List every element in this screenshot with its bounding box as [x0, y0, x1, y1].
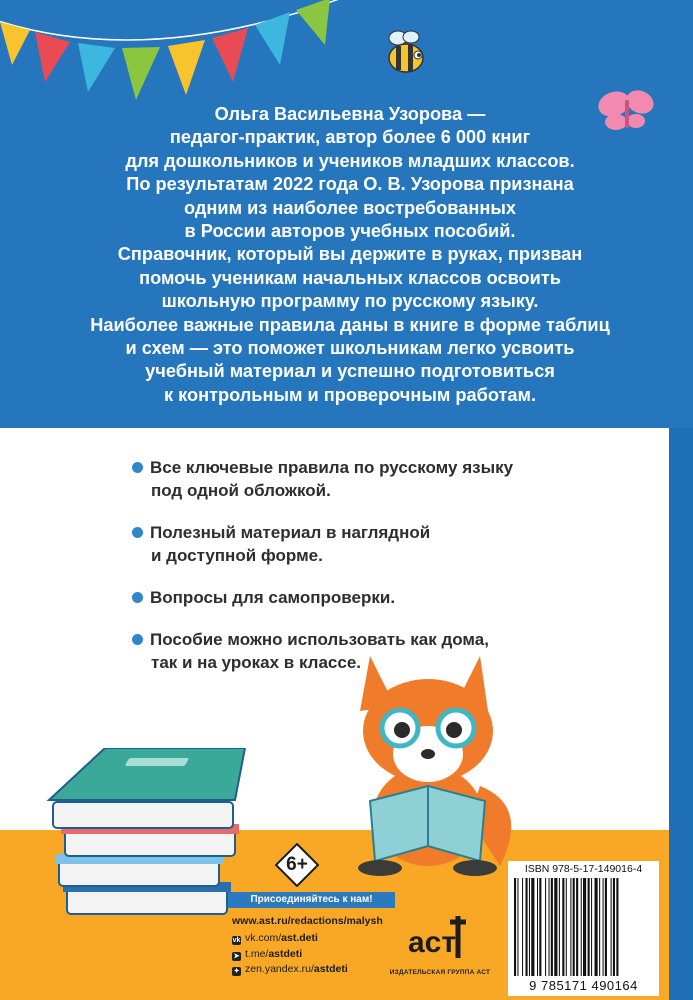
telegram-icon: ➤: [233, 952, 240, 960]
list-item: [132, 456, 632, 502]
about-line: помочь ученикам начальных классов освоить: [139, 267, 561, 288]
list-item: [132, 521, 632, 567]
barcode-bar: [595, 878, 598, 976]
about-line: в России авторов учебных пособий.: [184, 221, 516, 242]
about-line: и схем — это поможет школьникам легко усвоить: [125, 338, 575, 359]
isbn-label: ISBN 978-5-17-149016-4: [524, 863, 643, 875]
about-line: одним из наиболее востребованных: [184, 197, 516, 218]
about-line: По результатам 2022 года О. В. Узорова признана: [126, 174, 574, 195]
barcode-bar: [562, 878, 564, 976]
barcode-bar: [616, 878, 618, 976]
social-prefix: zen.yandex.ru/: [245, 963, 314, 975]
barcode-bar: [539, 878, 541, 976]
join-us-banner: Присоединяйтесь к нам!: [228, 892, 395, 908]
about-line: учебный материал и успешно подготовиться: [145, 361, 555, 382]
barcode-bar: [554, 878, 557, 976]
barcode-bar: [605, 878, 607, 976]
isbn-block: [508, 861, 659, 996]
social-handle: astdeti: [313, 963, 348, 975]
barcode-bar: [599, 878, 600, 976]
barcode-bar: [526, 878, 528, 976]
barcode-bar: [551, 878, 553, 976]
fox-reading-icon: [340, 636, 515, 876]
barcode-bar: [583, 878, 586, 976]
vk-icon: vk: [232, 937, 241, 944]
barcode-bar: [611, 878, 612, 976]
bullet-dot-icon: [132, 527, 143, 538]
barcode-bar: [514, 878, 516, 976]
barcode-bar: [517, 878, 518, 976]
books-stack-icon: [45, 748, 255, 918]
list-item-line: Полезный материал в наглядной: [150, 523, 431, 542]
social-link-zen: [232, 962, 348, 978]
author-description: [40, 103, 660, 407]
zen-icon: ✦: [233, 968, 240, 975]
about-line: педагог-практик, автор более 6 000 книг: [169, 127, 531, 148]
about-line: школьную программу по русскому языку.: [161, 291, 539, 312]
bee-icon: [378, 28, 436, 76]
list-item-line: под одной обложкой.: [151, 481, 331, 500]
garland-flags-icon: [0, 0, 693, 110]
age-rating-text: 6+: [286, 854, 308, 875]
social-handle: astdeti: [268, 947, 303, 960]
barcode-bar: [537, 878, 538, 976]
ast-logo-icon: [400, 908, 480, 968]
barcode-bar: [576, 878, 578, 976]
list-item-line: Все ключевые правила по русскому языку: [150, 458, 514, 477]
barcode-bar: [588, 878, 590, 976]
isbn-digits: 9 785171 490164: [529, 978, 638, 993]
barcode-bar: [549, 878, 550, 976]
barcode-icon: [512, 878, 655, 978]
barcode-bar: [591, 878, 592, 976]
barcode-bar: [531, 878, 534, 976]
bullet-dot-icon: [132, 634, 143, 645]
white-panel: [0, 428, 669, 1000]
about-line: Ольга Васильевна Узорова —: [214, 104, 486, 124]
barcode-bar: [603, 878, 604, 976]
social-links: [232, 931, 348, 978]
list-item-line: Пособие можно использовать как дома,: [150, 630, 489, 649]
social-link-vk: [232, 931, 348, 947]
right-blue-strip: [669, 428, 693, 1000]
list-item-line: Вопросы для самопроверки.: [150, 588, 396, 607]
social-handle: ast.deti: [281, 932, 318, 944]
social-prefix: t.me/: [245, 947, 269, 960]
list-item-line: и доступной форме.: [151, 546, 323, 565]
about-line: Справочник, который вы держите в руках, призван: [117, 244, 583, 265]
barcode-bar: [613, 878, 615, 976]
barcode-bar: [581, 878, 582, 976]
publisher-name: ИЗДАТЕЛЬСКАЯ ГРУППА АСТ: [389, 969, 491, 976]
social-link-telegram: [232, 947, 348, 963]
list-item-line: так и на уроках в классе.: [151, 653, 362, 672]
barcode-bar: [529, 878, 530, 976]
barcode-bar: [545, 878, 546, 976]
bullet-dot-icon: [132, 592, 143, 603]
about-line: для дошкольников и учеников младших классов.: [125, 150, 575, 171]
publisher-website: www.ast.ru/redactions/malysh: [232, 915, 383, 927]
about-line: Наиболее важные правила даны в книге в форме таблиц: [90, 314, 610, 335]
list-item: [132, 586, 632, 609]
logo-text: аст: [408, 926, 457, 959]
barcode-bar: [573, 878, 575, 976]
barcode-bar: [522, 878, 523, 976]
barcode-bar: [559, 878, 560, 976]
social-prefix: vk.com/: [245, 932, 282, 944]
bullet-dot-icon: [132, 462, 143, 473]
barcode-bar: [566, 878, 567, 976]
barcode-bar: [570, 878, 571, 976]
about-line: к контрольным и проверочным работам.: [163, 384, 537, 405]
